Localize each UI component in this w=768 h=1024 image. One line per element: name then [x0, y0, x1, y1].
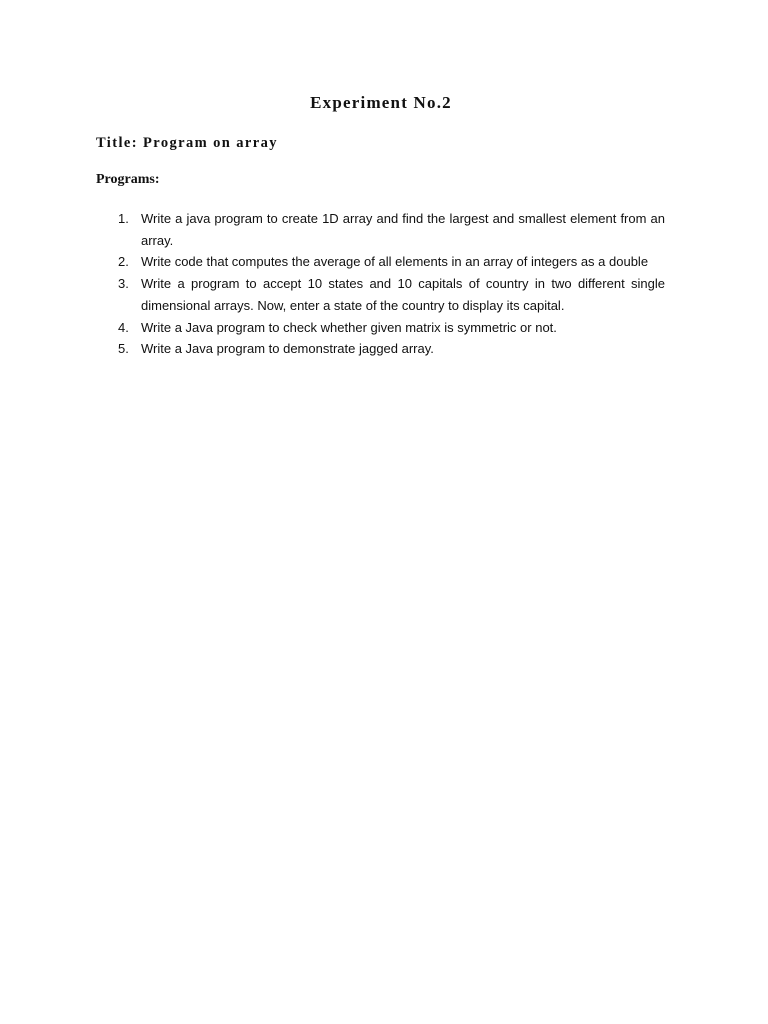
- program-number: 5.: [118, 341, 129, 357]
- program-text: Write a java program to create 1D array and find the largest and smallest element from an array.: [141, 211, 665, 248]
- program-number: 2.: [118, 254, 129, 270]
- program-number: 1.: [118, 211, 129, 226]
- program-number: 3.: [118, 276, 129, 292]
- experiment-heading: Experiment No.2: [310, 93, 452, 112]
- experiment-title: Title: Program on array: [96, 135, 278, 151]
- program-text: Write a Java program to check whether given matrix is symmetric or not.: [141, 319, 557, 335]
- programs-label: Programs:: [96, 172, 160, 187]
- program-item: [96, 338, 665, 360]
- program-item: [96, 208, 665, 251]
- program-list: [96, 208, 665, 360]
- program-number: 4.: [118, 319, 129, 335]
- program-text: Write a Java program to demonstrate jagged array.: [141, 341, 434, 357]
- program-item: [96, 251, 665, 273]
- program-item: [96, 317, 665, 339]
- program-text: Write a program to accept 10 states and 10 capitals of country in two different single dimensional arrays. Now, enter a state of the country to display its capital.: [141, 276, 665, 313]
- program-text: Write code that computes the average of all elements in an array of integers as a double: [141, 254, 649, 270]
- program-item: [96, 273, 665, 316]
